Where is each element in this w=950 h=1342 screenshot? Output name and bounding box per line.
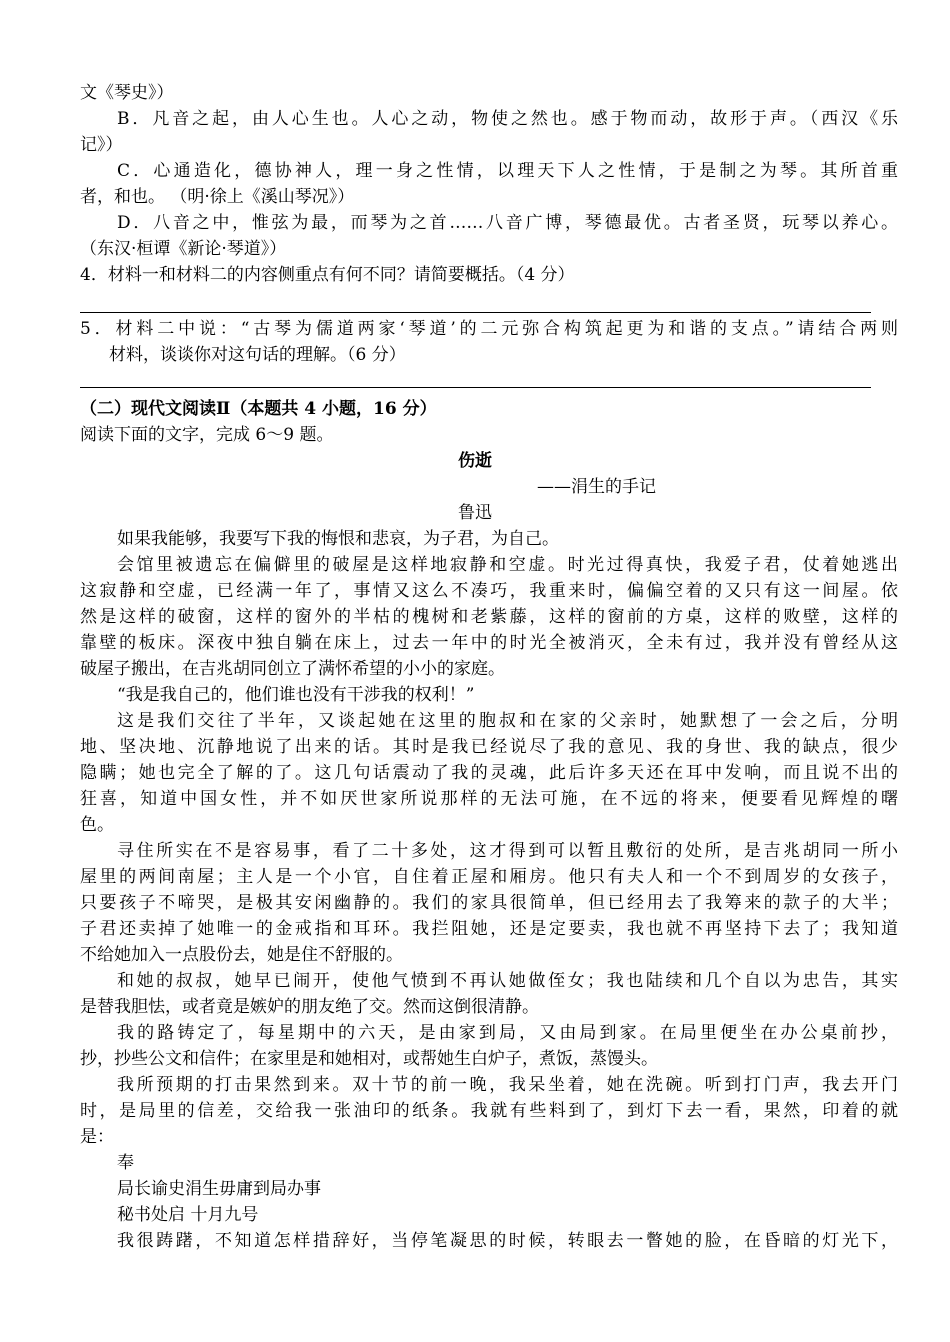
section-heading: （二）现代文阅读Ⅱ（本题共 4 小题，16 分） — [80, 399, 437, 419]
option-b-line-1: B．凡音之起，由人心生也。人心之动，物使之然也。感于物而动，故形于声。（西汉《乐 — [117, 109, 898, 129]
answer-line-q5 — [80, 387, 871, 388]
section-instruction: 阅读下面的文字，完成 6～9 题。 — [80, 425, 334, 445]
option-d-line-2: （东汉·桓谭《新论·琴道》） — [80, 239, 287, 259]
story-line: 是替我胆怯，或者竟是嫉妒的朋友绝了交。然而这倒很清静。 — [80, 997, 539, 1017]
option-c-line-1: C．心通造化，德协神人，理一身之性情，以理天下人之性情，于是制之为琴。其所首重 — [117, 161, 898, 181]
notice-line: 秘书处启 十月九号 — [117, 1205, 259, 1225]
story-line: 如果我能够，我要写下我的悔恨和悲哀，为子君，为自己。 — [117, 529, 559, 549]
story-line: 破屋子搬出，在吉兆胡同创立了满怀希望的小小的家庭。 — [80, 659, 505, 679]
story-line: 狂喜，知道中国女性，并不如厌世家所说那样的无法可施，在不远的将来，便要看见辉煌的曙 — [80, 789, 898, 809]
story-line: 会馆里被遗忘在偏僻里的破屋是这样地寂静和空虚。时光过得真快，我爱子君，仗着她逃出 — [117, 555, 898, 575]
story-title: 伤逝 — [458, 451, 492, 471]
option-c-line-2: 者，和也。 （明·徐上《溪山琴况》） — [80, 187, 355, 207]
story-line: 然是这样的破窗，这样的窗外的半枯的槐树和老紫藤，这样的窗前的方桌，这样的败壁，这样的 — [80, 607, 898, 627]
story-line: 时，是局里的信差，交给我一张油印的纸条。我就有些料到了，到灯下去一看，果然，印着的就 — [80, 1101, 898, 1121]
option-b-line-2: 记》） — [80, 135, 123, 155]
story-line: 屋里的两间南屋；主人是一个小官，自住着正屋和厢房。他只有夫人和一个不到周岁的女孩子， — [80, 867, 898, 887]
option-a-tail: 文《琴史》） — [80, 83, 174, 103]
story-line: 我的路铸定了，每星期中的六天，是由家到局，又由局到家。在局里便坐在办公桌前抄， — [117, 1023, 898, 1043]
story-line: 我很踌躇，不知道怎样措辞好，当停笔凝思的时候，转眼去一瞥她的脸，在昏暗的灯光下， — [117, 1231, 898, 1251]
question-4: 4．材料一和材料二的内容侧重点有何不同？请简要概括。（4 分） — [80, 265, 575, 285]
answer-line-q4 — [80, 312, 871, 313]
story-line: 和她的叔叔，她早已闹开，使他气愤到不再认她做侄女；我也陆续和几个自以为忠告，其实 — [117, 971, 898, 991]
story-line: 靠壁的板床。深夜中独自躺在床上，过去一年中的时光全被消灭，全未有过，我并没有曾经从这 — [80, 633, 898, 653]
story-line: 寻住所实在不是容易事，看了二十多处，这才得到可以暂且敷衍的处所，是吉兆胡同一所小 — [117, 841, 898, 861]
notice-line: 奉 — [117, 1153, 134, 1173]
option-d-line-1: D．八音之中，惟弦为最，而琴为之首……八音广博，琴德最优。古者圣贤，玩琴以养心。 — [117, 213, 898, 233]
story-line: “我是我自己的，他们谁也没有干涉我的权利！” — [117, 685, 475, 705]
story-line: 只要孩子不啼哭，是极其安闲幽静的。我们的家具很简单，但已经用去了我筹来的款子的大半； — [80, 893, 898, 913]
story-line: 这是我们交往了半年，又谈起她在这里的胞叔和在家的父亲时，她默想了一会之后，分明 — [117, 711, 898, 731]
story-line: 不给她加入一点股份去，她是住不舒服的。 — [80, 945, 403, 965]
story-line: 隐瞒；她也完全了解的了。这几句话震动了我的灵魂，此后许多天还在耳中发响，而且说不出的 — [80, 763, 898, 783]
story-subtitle: ——涓生的手记 — [537, 477, 656, 497]
question-5-line-2: 材料，谈谈你对这句话的理解。（6 分） — [109, 345, 406, 365]
story-line: 子君还卖掉了她唯一的金戒指和耳环。我拦阻她，还是定要卖，我也就不再坚持下去了；我知道 — [80, 919, 898, 939]
story-line: 是： — [80, 1127, 114, 1147]
story-line: 我所预期的打击果然到来。双十节的前一晚，我呆坐着，她在洗碗。听到打门声，我去开门 — [117, 1075, 898, 1095]
story-line: 抄，抄些公文和信件；在家里是和她相对，或帮她生白炉子，煮饭，蒸馒头。 — [80, 1049, 658, 1069]
story-line: 地、坚决地、沉静地说了出来的话。其时是我已经说尽了我的意见、我的身世、我的缺点，很少 — [80, 737, 898, 757]
story-line: 色。 — [80, 815, 114, 835]
notice-line: 局长谕史涓生毋庸到局办事 — [117, 1179, 321, 1199]
question-5-line-1: 5．材料二中说：“古琴为儒道两家‘琴道’的二元弥合构筑起更为和谐的支点。”请结合两则 — [80, 319, 898, 339]
story-line: 这寂静和空虚，已经满一年了，事情又这么不凑巧，我重来时，偏偏空着的又只有这一间屋。依 — [80, 581, 898, 601]
story-author: 鲁迅 — [458, 503, 492, 523]
